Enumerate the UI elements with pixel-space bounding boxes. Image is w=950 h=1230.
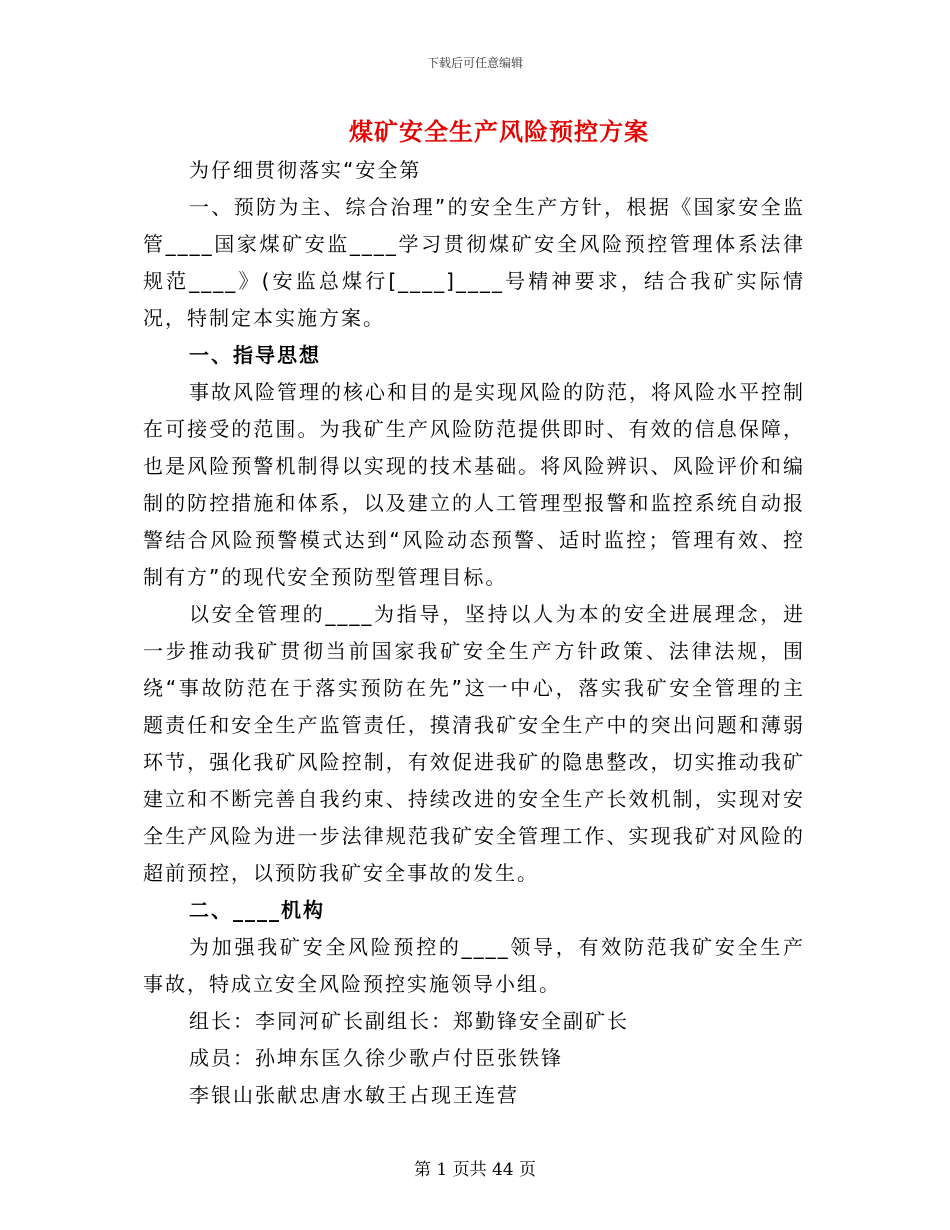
document-title: 煤矿安全生产风险预控方案: [349, 118, 649, 146]
heading-organization: 二、____机构: [189, 898, 325, 922]
paragraph-risk-management: 事故风险管理的核心和目的是实现风险的防范，将风险水平控制在可接受的范围。为我矿生产风险防范提供即时、有效的信息保障，也是风险预警机制得以实现的技术基础。将风险辨识、风险评价和编制的防控措施和体系，以及建立的人工管理型报警和监控系统自动报警结合风险预警模式达到“风险动态预警、适时监控；管理有效、控制有方”的现代安全预防型管理目标。: [143, 380, 805, 589]
paragraph-members: 成员：孙坤东匡久徐少歌卢付臣张铁锋: [189, 1046, 563, 1070]
paragraph-guidance: 以安全管理的____为指导，坚持以人为本的安全进展理念，进一步推动我矿贯彻当前国家我矿安全生产方针政策、法律法规，围绕“事故防范在于落实预防在先”这一中心，落实我矿安全管理的主题责任和安全生产监管责任，摸清我矿安全生产中的突出问题和薄弱环节，强化我矿风险控制，有效促进我矿的隐患整改，切实推动我矿建立和不断完善自我约束、持续改进的安全生产长效机制，实现对安全生产风险为进一步法律规范我矿安全管理工作、实现我矿对风险的超前预控，以预防我矿安全事故的发生。: [143, 602, 805, 885]
heading-guiding-thought: 一、指导思想: [189, 343, 321, 367]
paragraph-team-leaders: 组长：李同河矿长副组长：郑勤锋安全副矿长: [189, 1009, 629, 1033]
page-number: 第 1 页共 44 页: [413, 1160, 537, 1180]
document-body: [143, 152, 805, 1114]
paragraph-policy: 一、预防为主、综合治理”的安全生产方针，根据《国家安全监管____国家煤矿安监____学习贯彻煤矿安全风险预控管理体系法律规范____》(安监总煤行[____]____号精神要求，结合我矿实际情况，特制定本实施方案。: [143, 195, 805, 330]
paragraph-members-cont: 李银山张献忠唐水敏王占现王连营: [189, 1083, 519, 1107]
paragraph-leadership: 为加强我矿安全风险预控的____领导，有效防范我矿安全生产事故，特成立安全风险预控实施领导小组。: [143, 935, 805, 996]
header-note: 下载后可任意编辑: [426, 56, 523, 70]
paragraph-intro: 为仔细贯彻落实“安全第: [189, 158, 422, 182]
